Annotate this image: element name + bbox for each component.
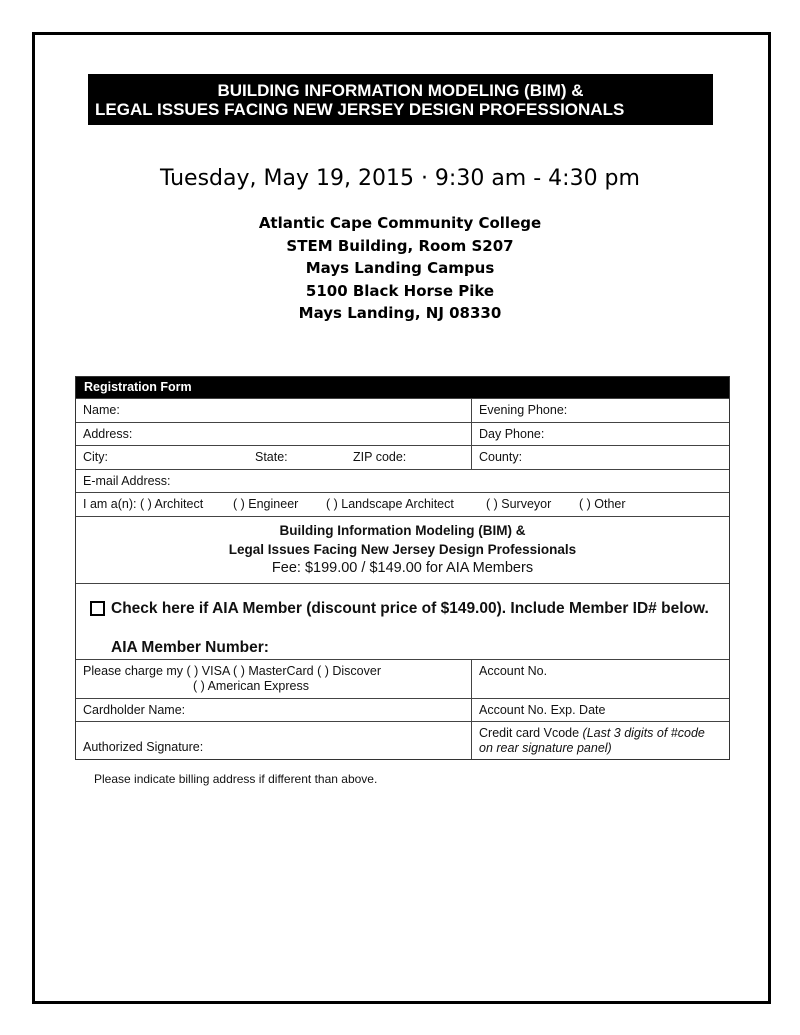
option-engineer[interactable]: ( ) Engineer xyxy=(233,497,299,512)
vcode-line-2 xyxy=(479,741,612,756)
venue-line: Atlantic Cape Community College xyxy=(258,214,542,232)
checkbox-icon[interactable] xyxy=(90,601,105,616)
registration-form xyxy=(75,376,730,760)
option-landscape-architect[interactable]: ( ) Landscape Architect xyxy=(326,497,454,512)
title-banner xyxy=(88,74,713,125)
option-architect[interactable]: I am a(n): ( ) Architect xyxy=(83,497,204,512)
vcode-label: Credit card Vcode xyxy=(479,725,580,740)
card-type-options xyxy=(76,660,472,698)
venue-address xyxy=(0,212,800,325)
vcode-field[interactable] xyxy=(472,722,729,759)
authorized-signature-field[interactable]: Authorized Signature: xyxy=(76,722,472,759)
form-row-cardholder xyxy=(76,698,729,722)
card-type-line-1[interactable]: Please charge my ( ) VISA ( ) MasterCard ( ) Discover xyxy=(83,663,381,678)
address-field[interactable]: Address: xyxy=(76,423,472,446)
course-title-line-2: Legal Issues Facing New Jersey Design Professionals xyxy=(228,542,577,557)
name-field[interactable]: Name: xyxy=(76,399,472,422)
day-phone-field[interactable]: Day Phone: xyxy=(479,426,545,441)
option-other[interactable]: ( ) Other xyxy=(579,497,626,512)
vcode-note-1: (Last 3 digits of #code xyxy=(582,725,705,740)
evening-phone-field[interactable]: Evening Phone: xyxy=(479,403,568,418)
aia-member-section xyxy=(76,584,729,659)
cardholder-name-field[interactable]: Cardholder Name: xyxy=(76,699,472,722)
form-row-email xyxy=(76,469,729,493)
course-title-line-1: Building Information Modeling (BIM) & xyxy=(279,523,526,538)
form-row-city xyxy=(76,445,729,469)
vcode-note-2: on rear signature panel) xyxy=(479,740,612,755)
form-heading: Registration Form xyxy=(76,377,729,398)
aia-member-checkbox-row[interactable] xyxy=(90,600,709,618)
title-line-1: BUILDING INFORMATION MODELING (BIM) & xyxy=(217,81,584,100)
billing-note: Please indicate billing address if different than above. xyxy=(94,772,378,786)
option-surveyor[interactable]: ( ) Surveyor xyxy=(486,497,552,512)
course-fee: Fee: $199.00 / $149.00 for AIA Members xyxy=(271,560,534,576)
form-row-name xyxy=(76,398,729,422)
form-row-payment xyxy=(76,659,729,698)
event-date-time: Tuesday, May 19, 2015 · 9:30 am - 4:30 pm xyxy=(160,166,640,191)
venue-line: Mays Landing Campus xyxy=(305,259,495,277)
account-number-field[interactable]: Account No. xyxy=(479,663,548,678)
profession-options xyxy=(76,493,729,516)
venue-line: 5100 Black Horse Pike xyxy=(305,281,495,300)
zip-field[interactable]: ZIP code: xyxy=(353,450,407,465)
form-row-address xyxy=(76,422,729,446)
email-field[interactable]: E-mail Address: xyxy=(83,473,171,488)
city-state-zip-cell xyxy=(76,446,472,469)
card-type-line-2[interactable]: ( ) American Express xyxy=(193,678,310,693)
county-field[interactable]: County: xyxy=(479,450,523,465)
form-row-member xyxy=(76,583,729,659)
venue-line: STEM Building, Room S207 xyxy=(286,236,514,255)
exp-date-field[interactable]: Account No. Exp. Date xyxy=(479,702,606,717)
form-row-signature xyxy=(76,721,729,759)
aia-member-number-field[interactable]: AIA Member Number: xyxy=(111,638,269,656)
city-field[interactable]: City: xyxy=(83,450,108,465)
state-field[interactable]: State: xyxy=(255,450,288,465)
aia-member-checkbox-label: Check here if AIA Member (discount price of $149.00). Include Member ID# below. xyxy=(111,599,709,617)
form-row-profession xyxy=(76,492,729,516)
venue-line: Mays Landing, NJ 08330 xyxy=(298,304,502,322)
form-row-course xyxy=(76,516,729,583)
title-line-2: LEGAL ISSUES FACING NEW JERSEY DESIGN PROFESSIONALS xyxy=(95,100,625,119)
vcode-line-1 xyxy=(479,726,705,741)
course-info xyxy=(76,517,729,583)
